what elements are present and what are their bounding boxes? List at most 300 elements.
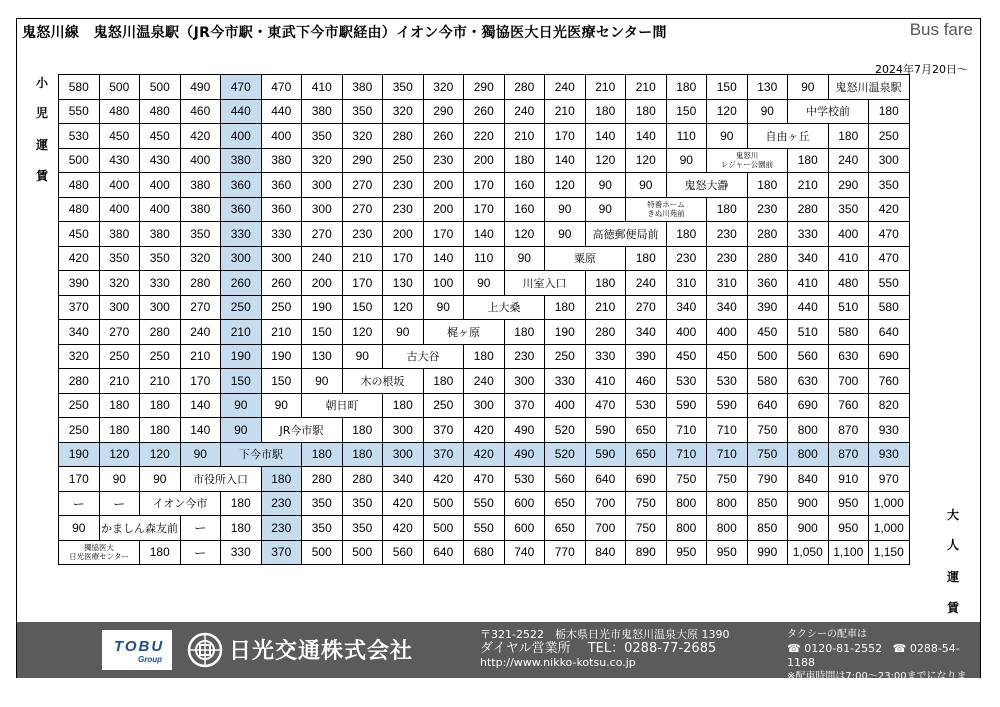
fare-row	[59, 393, 910, 418]
fare-cell: 500	[140, 75, 181, 100]
fare-cell: 840	[788, 467, 829, 492]
fare-cell: 360	[221, 173, 262, 198]
fare-cell: 180	[140, 540, 181, 565]
fare-cell: 750	[707, 467, 748, 492]
fare-cell: 470	[869, 246, 910, 271]
fare-cell: 330	[221, 222, 262, 247]
fare-cell: 340	[626, 320, 667, 345]
fare-row	[59, 491, 910, 516]
fare-cell: 770	[545, 540, 586, 565]
fare-cell: 170	[383, 246, 424, 271]
fare-cell: 480	[828, 271, 869, 296]
fare-cell: 180	[545, 295, 586, 320]
fare-cell: 280	[747, 222, 788, 247]
fare-cell: 130	[302, 344, 343, 369]
stop-name: 梶ヶ原	[423, 320, 504, 345]
fare-cell: 590	[707, 393, 748, 418]
fare-cell: 950	[666, 540, 707, 565]
fare-cell: 90	[180, 442, 221, 467]
fare-cell: 330	[545, 369, 586, 394]
fare-cell: 650	[545, 491, 586, 516]
fare-cell: 480	[140, 99, 181, 124]
stop-name: 木の根坂	[342, 369, 423, 394]
fare-cell: 560	[788, 344, 829, 369]
fare-cell: 180	[626, 246, 667, 271]
bus-fare-label: Bus fare	[909, 20, 973, 39]
fare-cell: 580	[828, 320, 869, 345]
taxi-tel: 0288-54-1188	[787, 642, 960, 669]
fare-cell: 690	[869, 344, 910, 369]
fare-cell: 420	[464, 418, 505, 443]
fare-cell: 690	[626, 467, 667, 492]
fare-cell: 120	[545, 173, 586, 198]
address: 〒321-2522 栃木県日光市鬼怒川温泉大原 1390	[480, 628, 730, 641]
fare-cell: 150	[221, 369, 262, 394]
fare-cell: 530	[504, 467, 545, 492]
fare-cell: 280	[180, 271, 221, 296]
fare-row	[59, 442, 910, 467]
stop-name: 古大谷	[383, 344, 464, 369]
fare-cell: 410	[828, 246, 869, 271]
fare-cell: 560	[545, 467, 586, 492]
fare-cell: 480	[59, 197, 100, 222]
fare-cell: 230	[707, 246, 748, 271]
fare-cell: 200	[423, 173, 464, 198]
fare-cell: 400	[261, 124, 302, 149]
fare-cell: 430	[140, 148, 181, 173]
fare-cell: 400	[545, 393, 586, 418]
fare-cell: 320	[99, 271, 140, 296]
fare-cell: 180	[464, 344, 505, 369]
fare-cell: 180	[99, 418, 140, 443]
fare-row	[59, 271, 910, 296]
fare-cell: 750	[626, 491, 667, 516]
fare-cell: 90	[788, 75, 829, 100]
fare-cell: 210	[221, 320, 262, 345]
fare-cell: 420	[383, 491, 424, 516]
fare-cell: 180	[626, 99, 667, 124]
fare-cell: 430	[99, 148, 140, 173]
fare-cell: 90	[383, 320, 424, 345]
fare-cell: 370	[261, 540, 302, 565]
fare-cell: ー	[59, 491, 100, 516]
website-link[interactable]: http://www.nikko-kotsu.co.jp	[480, 656, 636, 669]
fare-cell: 110	[464, 246, 505, 271]
fare-cell: 380	[261, 148, 302, 173]
fare-row	[59, 320, 910, 345]
fare-cell: 300	[99, 295, 140, 320]
fare-cell: 90	[464, 271, 505, 296]
fare-cell: 290	[342, 148, 383, 173]
fare-cell: 140	[585, 124, 626, 149]
fare-row	[59, 516, 910, 541]
fare-cell: 750	[626, 516, 667, 541]
fare-cell: 650	[626, 418, 667, 443]
fare-cell: 250	[59, 393, 100, 418]
fare-cell: 690	[788, 393, 829, 418]
fare-cell: 680	[464, 540, 505, 565]
fare-cell: 350	[302, 516, 343, 541]
fare-cell: 120	[585, 148, 626, 173]
fare-cell: 420	[869, 197, 910, 222]
fare-cell: 300	[383, 418, 424, 443]
fare-cell: 350	[342, 516, 383, 541]
fare-cell: 580	[869, 295, 910, 320]
fare-cell: 180	[221, 516, 262, 541]
stop-name: JR今市駅	[261, 418, 342, 443]
fare-cell: 230	[342, 222, 383, 247]
fare-cell: 510	[828, 295, 869, 320]
fare-cell: 330	[788, 222, 829, 247]
fare-cell: 350	[99, 246, 140, 271]
fare-cell: 180	[585, 271, 626, 296]
fare-cell: 380	[180, 173, 221, 198]
fare-cell: 420	[59, 246, 100, 271]
fare-cell: 420	[423, 467, 464, 492]
fare-cell: 450	[140, 124, 181, 149]
fare-row	[59, 467, 910, 492]
fare-cell: 340	[707, 295, 748, 320]
fare-cell: 260	[261, 271, 302, 296]
fare-cell: 170	[342, 271, 383, 296]
fare-cell: 850	[747, 516, 788, 541]
stop-name: かましん森友前	[99, 516, 180, 541]
fare-cell: 390	[626, 344, 667, 369]
fare-cell: 190	[221, 344, 262, 369]
fare-cell: 370	[504, 393, 545, 418]
fare-cell: 1,050	[788, 540, 829, 565]
fare-cell: 710	[707, 442, 748, 467]
fare-cell: 600	[504, 516, 545, 541]
fare-cell: 240	[545, 75, 586, 100]
fare-cell: 200	[383, 222, 424, 247]
fare-cell: 190	[59, 442, 100, 467]
fare-cell: 190	[545, 320, 586, 345]
fare-cell: 210	[504, 124, 545, 149]
fare-cell: 420	[180, 124, 221, 149]
fare-cell: 550	[59, 99, 100, 124]
fare-cell: 260	[221, 271, 262, 296]
fare-cell: 240	[464, 369, 505, 394]
fare-cell: 500	[59, 148, 100, 173]
fare-cell: 320	[342, 124, 383, 149]
fare-cell: 270	[302, 222, 343, 247]
fare-cell: 800	[666, 491, 707, 516]
fare-cell: 360	[261, 173, 302, 198]
fare-row	[59, 197, 910, 222]
fare-cell: 140	[423, 246, 464, 271]
fare-cell: 150	[666, 99, 707, 124]
fare-cell: 330	[221, 540, 262, 565]
fare-cell: 650	[626, 442, 667, 467]
fare-cell: 240	[504, 99, 545, 124]
fare-cell: 280	[342, 467, 383, 492]
fare-cell: 90	[707, 124, 748, 149]
fare-cell: 280	[302, 467, 343, 492]
fare-cell: 380	[342, 75, 383, 100]
fare-cell: 230	[383, 173, 424, 198]
fare-row	[59, 124, 910, 149]
fare-cell: 280	[504, 75, 545, 100]
fare-cell: 400	[140, 173, 181, 198]
stop-name: 獨協医大 日光医療センター	[59, 540, 140, 565]
fare-cell: 270	[626, 295, 667, 320]
fare-cell: 800	[707, 516, 748, 541]
fare-cell: 390	[59, 271, 100, 296]
fare-cell: 480	[59, 173, 100, 198]
fare-cell: 150	[342, 295, 383, 320]
fare-cell: 380	[99, 222, 140, 247]
fare-cell: 190	[261, 344, 302, 369]
fare-cell: 140	[464, 222, 505, 247]
fare-cell: 140	[180, 393, 221, 418]
fare-cell: 710	[666, 442, 707, 467]
fare-cell: 630	[828, 344, 869, 369]
fare-cell: 750	[747, 442, 788, 467]
fare-cell: 170	[464, 197, 505, 222]
fare-cell: 350	[342, 99, 383, 124]
fare-cell: 500	[423, 516, 464, 541]
fare-cell: 340	[59, 320, 100, 345]
fare-cell: 890	[626, 540, 667, 565]
fare-cell: 280	[140, 320, 181, 345]
fare-cell: 410	[302, 75, 343, 100]
fare-cell: 260	[423, 124, 464, 149]
fare-cell: 1,100	[828, 540, 869, 565]
fare-cell: 110	[666, 124, 707, 149]
stop-name: 特養ホーム きぬ川苑前	[626, 197, 707, 222]
fare-cell: 870	[828, 442, 869, 467]
fare-cell: 250	[221, 295, 262, 320]
fare-cell: 530	[707, 369, 748, 394]
fare-cell: 180	[788, 148, 829, 173]
fare-cell: 710	[666, 418, 707, 443]
fare-cell: 700	[585, 491, 626, 516]
fare-cell: 280	[788, 197, 829, 222]
fare-cell: 180	[828, 124, 869, 149]
fare-cell: 350	[383, 75, 424, 100]
fare-cell: 870	[828, 418, 869, 443]
fare-cell: 120	[140, 442, 181, 467]
fare-cell: 150	[707, 75, 748, 100]
fare-cell: 380	[302, 99, 343, 124]
fare-cell: 100	[423, 271, 464, 296]
taxi-title: タクシーの配車は	[787, 629, 867, 640]
fare-cell: 470	[585, 393, 626, 418]
fare-cell: 210	[342, 246, 383, 271]
fare-cell: 630	[788, 369, 829, 394]
fare-cell: 300	[464, 393, 505, 418]
fare-cell: 370	[423, 442, 464, 467]
fare-cell: 230	[504, 344, 545, 369]
fare-cell: 340	[666, 295, 707, 320]
tobu-group-logo: TOBU Group	[102, 630, 172, 670]
stop-name: 下今市駅	[221, 442, 302, 467]
fare-cell: 90	[545, 197, 586, 222]
fare-cell: 470	[261, 75, 302, 100]
fare-cell: 970	[869, 467, 910, 492]
fare-cell: 450	[707, 344, 748, 369]
fare-cell: 120	[383, 295, 424, 320]
fare-cell: 160	[504, 197, 545, 222]
fare-cell: 90	[585, 197, 626, 222]
fare-cell: 160	[504, 173, 545, 198]
fare-cell: 90	[59, 516, 100, 541]
fare-cell: 320	[59, 344, 100, 369]
fare-cell: 320	[180, 246, 221, 271]
fare-cell: ー	[99, 491, 140, 516]
fare-cell: 150	[302, 320, 343, 345]
stop-name: 鬼怒川 レジャー公園前	[707, 148, 788, 173]
fare-cell: 210	[585, 295, 626, 320]
fare-cell: 140	[180, 418, 221, 443]
taxi-contact	[787, 628, 980, 698]
fare-cell: 120	[99, 442, 140, 467]
fare-row	[59, 418, 910, 443]
stop-name: イオン今市	[140, 491, 221, 516]
fare-cell: 130	[383, 271, 424, 296]
fare-cell: 420	[383, 516, 424, 541]
fare-cell: 120	[342, 320, 383, 345]
fare-cell: 600	[504, 491, 545, 516]
fare-table	[58, 74, 910, 565]
fare-cell: 950	[707, 540, 748, 565]
fare-cell: 250	[59, 418, 100, 443]
fare-cell: 500	[342, 540, 383, 565]
nikko-kotsu-logo-icon	[187, 632, 223, 672]
fare-cell: 460	[180, 99, 221, 124]
fare-cell: 650	[545, 516, 586, 541]
fare-cell: 90	[302, 369, 343, 394]
fare-cell: 270	[342, 197, 383, 222]
fare-cell: 120	[707, 99, 748, 124]
fare-cell: 490	[504, 418, 545, 443]
fare-cell: 90	[140, 467, 181, 492]
fare-cell: 150	[261, 369, 302, 394]
fare-cell: 200	[423, 197, 464, 222]
fare-cell: 130	[747, 75, 788, 100]
fare-cell: 180	[707, 197, 748, 222]
fare-cell: 210	[626, 75, 667, 100]
fare-cell: 350	[302, 124, 343, 149]
fare-cell: 800	[788, 442, 829, 467]
fare-cell: 1,000	[869, 491, 910, 516]
fare-cell: 90	[261, 393, 302, 418]
fare-cell: 90	[221, 393, 262, 418]
fare-cell: 400	[140, 197, 181, 222]
fare-cell: 170	[545, 124, 586, 149]
fare-cell: 400	[99, 173, 140, 198]
fare-cell: 200	[302, 271, 343, 296]
fare-cell: 440	[221, 99, 262, 124]
fare-cell: 710	[707, 418, 748, 443]
fare-cell: 180	[869, 99, 910, 124]
stop-name: 鬼怒川温泉駅	[828, 75, 909, 100]
fare-cell: 950	[828, 491, 869, 516]
fare-cell: 550	[464, 491, 505, 516]
fare-cell: 470	[869, 222, 910, 247]
fare-cell: 390	[747, 295, 788, 320]
fare-cell: 640	[585, 467, 626, 492]
fare-cell: 470	[464, 467, 505, 492]
fare-cell: 550	[869, 271, 910, 296]
fare-cell: 180	[383, 393, 424, 418]
fare-cell: 1,150	[869, 540, 910, 565]
fare-cell: 90	[342, 344, 383, 369]
fare-cell: 900	[788, 491, 829, 516]
fare-cell: 180	[504, 320, 545, 345]
stop-name: 朝日町	[302, 393, 383, 418]
fare-row	[59, 75, 910, 100]
fare-cell: 760	[828, 393, 869, 418]
fare-row	[59, 295, 910, 320]
fare-cell: 750	[747, 418, 788, 443]
fare-cell: 700	[585, 516, 626, 541]
fare-cell: 90	[99, 467, 140, 492]
fare-cell: 180	[261, 467, 302, 492]
taxi-free-dial: 0120-81-2552	[804, 642, 883, 655]
fare-cell: 820	[869, 393, 910, 418]
fare-cell: 90	[221, 418, 262, 443]
fare-cell: 230	[666, 246, 707, 271]
fare-cell: 910	[828, 467, 869, 492]
fare-cell: 180	[423, 369, 464, 394]
fare-row	[59, 540, 910, 565]
fare-cell: 300	[302, 173, 343, 198]
fare-cell: 230	[261, 491, 302, 516]
stop-name: 高徳郵便局前	[585, 222, 666, 247]
fare-cell: 930	[869, 442, 910, 467]
fare-cell: 90	[626, 173, 667, 198]
fare-cell: 270	[180, 295, 221, 320]
fare-cell: 180	[585, 99, 626, 124]
fare-cell: 900	[788, 516, 829, 541]
phone-icon: ☎	[892, 642, 907, 655]
stop-name: 上大桑	[464, 295, 545, 320]
fare-cell: 90	[545, 222, 586, 247]
fare-row	[59, 99, 910, 124]
free-dial-icon: ☎	[787, 642, 801, 655]
fare-row	[59, 173, 910, 198]
fare-row	[59, 369, 910, 394]
fare-row	[59, 344, 910, 369]
fare-cell: 500	[747, 344, 788, 369]
fare-cell: 370	[423, 418, 464, 443]
fare-cell: 310	[666, 271, 707, 296]
fare-cell: 840	[585, 540, 626, 565]
fare-cell: 520	[545, 442, 586, 467]
fare-cell: 250	[140, 344, 181, 369]
fare-cell: 210	[788, 173, 829, 198]
fare-cell: 850	[747, 491, 788, 516]
company-name: 日光交通株式会社	[229, 639, 414, 664]
fare-cell: 180	[221, 491, 262, 516]
stop-name: 粟原	[545, 246, 626, 271]
fare-cell: 320	[302, 148, 343, 173]
fare-cell: 260	[464, 99, 505, 124]
fare-cell: 90	[504, 246, 545, 271]
fare-cell: 760	[869, 369, 910, 394]
stop-name: 自由ヶ丘	[747, 124, 828, 149]
fare-row	[59, 222, 910, 247]
fare-cell: 700	[828, 369, 869, 394]
stop-name: 川室入口	[504, 271, 585, 296]
fare-cell: 290	[828, 173, 869, 198]
effective-date: 2024年7月20日～	[875, 63, 968, 76]
fare-cell: 400	[221, 124, 262, 149]
fare-cell: 180	[140, 418, 181, 443]
fare-cell: 450	[99, 124, 140, 149]
